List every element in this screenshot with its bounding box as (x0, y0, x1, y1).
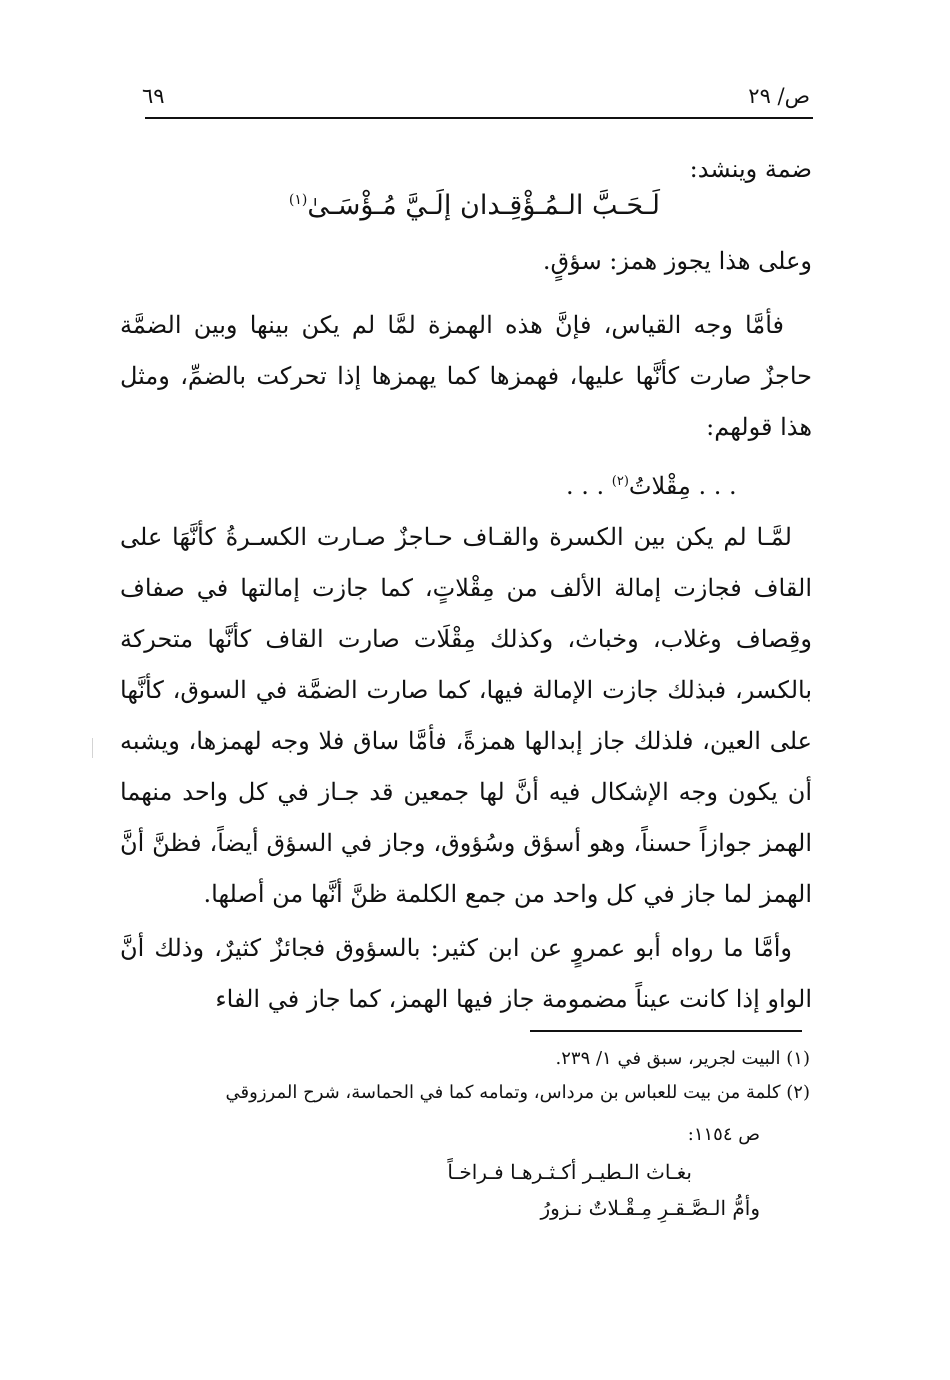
verse-text: لَـحَـبَّ الـمُـؤْقِـدان إلَـيَّ مُـؤْسَـىٰ (307, 190, 660, 221)
hamz-line: وعلى هذا يجوز همز: سؤقٍ. (542, 247, 812, 275)
page-number: ٦٩ (142, 84, 165, 108)
footnote-marker-1: (١) (288, 192, 308, 208)
footnote-verse-2: وأمُّ الـصَّـقـرِ مِـقْـلاتٌ نـزورُ (540, 1196, 760, 1220)
quote-line (566, 472, 737, 500)
footnote-marker-2: (٢) (611, 474, 629, 489)
intro-line: ضمة وينشد: (689, 155, 812, 183)
margin-mark (92, 738, 93, 758)
footnote-1: (١) البيت لجرير، سبق في ١/ ٢٣٩. (555, 1048, 810, 1069)
footnote-2-line-2: ص ١١٥٤: (687, 1124, 760, 1145)
paragraph-1: فأمَّا وجه القياس، فإنَّ هذه الهمزة لمَّا لم يكن بينها وبين الضمَّة حاجزٌ صارت كأنَّها عليها، فهمزها كما يهمزها إذا تحركت بالضمِّ، ومثل هذا قولهم: (120, 311, 812, 441)
footnote-verse-1: بغـاث الـطيـر أكـثـرهـا فـراخـاً (447, 1160, 692, 1184)
paragraph-3: وأمَّا ما رواه أبو عمروٍ عن ابن كثير: بالسؤوق فجائزٌ كثيرٌ، وذلك أنَّ الواو إذا كانت عيناً مضمومة جاز فيها الهمز، كما جاز في الفاء (120, 934, 812, 1013)
header-divider (145, 117, 813, 119)
footnote-2-line-1: (٢) كلمة من بيت للعباس بن مرداس، وتمامه كما في الحماسة، شرح المرزوقي (225, 1082, 810, 1103)
verse-line (289, 190, 660, 221)
paragraph-2: لمَّـا لم يكن بين الكسرة والقـاف حـاجزٌ صـارت الكسـرةُ كأنَّهَا على القاف فجازت إمالة الألف من مِقْلاتٍ، كما جازت إمالتها في صفاف وقِصاف وغلاب، وخباث، وكذلك مِقْلَات صارت القاف كأنَّها متحركة بالكسر، فبذلك جازت الإمالة فيها، كما صارت الضمَّة في السوق، كأنَّها على العين، فلذلك جاز إبدالها همزةً، فأمَّا ساق فلا وجه لهمزها، ويشبه أن يكون وجه الإشكال فيه أنَّ لها جمعين قد جـاز في كل واحد منهما الهمز جوازاً حسناً، وهو أسؤق وسُؤوق، وجاز في السؤق أيضاً، فظنَّ أنَّ الهمز لما جاز في كل واحد من جمع الكلمة ظنَّ أنَّها من أصلها. (120, 523, 812, 908)
quote-trailing: . . . (566, 472, 612, 500)
footnote-divider (530, 1030, 802, 1032)
quote-fragment: . . . مِقْلاتُ (628, 472, 737, 500)
chapter-reference: ص/ ٢٩ (748, 84, 810, 108)
